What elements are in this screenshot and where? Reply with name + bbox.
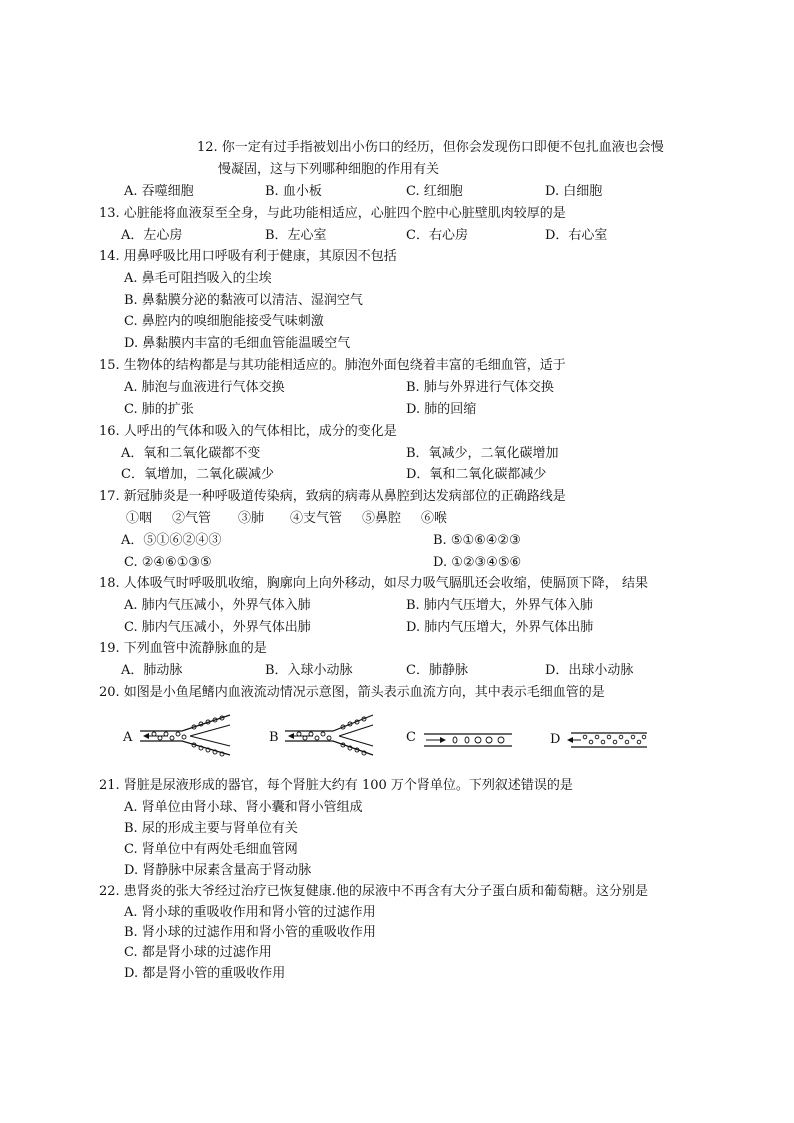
q13-option-d: D．右心室 bbox=[545, 228, 608, 243]
q20-figure-c-diagram bbox=[422, 732, 514, 748]
q14-option-c: C. 鼻腔内的嗅细胞能接受气味刺激 bbox=[124, 314, 324, 329]
q12-option-d: D. 白细胞 bbox=[545, 184, 603, 199]
q16-option-c: C．氧增加，二氧化碳减少 bbox=[121, 467, 274, 482]
q12-stem-line1: 12. 你一定有过手指被划出小伤口的经历，但你会发现伤口即便不包扎血液也会慢 bbox=[197, 140, 664, 155]
q18-option-a: A. 肺内气压减小，外界气体入肺 bbox=[124, 598, 311, 613]
q12-option-a: A. 吞噬细胞 bbox=[124, 184, 194, 199]
q21-option-d: D. 肾静脉中尿素含量高于肾动脉 bbox=[124, 863, 312, 878]
q21-option-a: A. 肾单位由肾小球、肾小囊和肾小管组成 bbox=[124, 800, 363, 815]
q17-item-3: ③肺 bbox=[238, 511, 265, 526]
q22-option-c: C. 都是肾小球的过滤作用 bbox=[124, 945, 272, 960]
q15-option-d: D. 肺的回缩 bbox=[406, 402, 477, 417]
q17-option-c: C. ②④⑥①③⑤ bbox=[124, 555, 212, 570]
q15-stem: 15. 生物体的结构都是与其功能相适应的。肺泡外面包绕着丰富的毛细血管，适于 bbox=[99, 358, 566, 373]
q18-option-c: C. 肺内气压减小，外界气体出肺 bbox=[124, 620, 311, 635]
q21-stem: 21. 肾脏是尿液形成的器官，每个肾脏大约有 100 万个肾单位。下列叙述错误的是 bbox=[99, 778, 573, 793]
q20-figure-label-b: B bbox=[269, 730, 279, 745]
q12-option-c: C. 红细胞 bbox=[406, 184, 463, 199]
q20-stem: 20. 如图是小鱼尾鳍内血液流动情况示意图，箭头表示血流方向，其中表示毛细血管的是 bbox=[99, 685, 605, 700]
q22-stem: 22. 患肾炎的张大爷经过治疗已恢复健康.他的尿液中不再含有大分子蛋白质和葡萄糖。这分别是 bbox=[99, 884, 648, 899]
q16-option-a: A．氧和二氧化碳都不变 bbox=[121, 446, 261, 461]
q17-item-4: ④支气管 bbox=[290, 511, 343, 526]
q16-option-b: B．氧减少，二氧化碳增加 bbox=[406, 446, 559, 461]
q14-option-d: D. 鼻黏膜内丰富的毛细血管能温暖空气 bbox=[124, 336, 351, 351]
q14-option-b: B. 鼻黏膜分泌的黏液可以清洁、湿润空气 bbox=[124, 293, 363, 308]
q17-item-6: ⑥喉 bbox=[421, 511, 448, 526]
q15-option-a: A. 肺泡与血液进行气体交换 bbox=[124, 380, 285, 395]
q17-item-2: ②气管 bbox=[172, 511, 212, 526]
q17-option-a: A．⑤①⑥②④③ bbox=[121, 533, 222, 548]
q19-option-a: A．肺动脉 bbox=[121, 663, 183, 678]
q20-figure-a-diagram bbox=[138, 712, 234, 758]
q14-option-a: A. 鼻毛可阻挡吸入的尘埃 bbox=[124, 271, 272, 286]
q13-option-b: B．左心室 bbox=[265, 228, 327, 243]
q15-option-b: B. 肺与外界进行气体交换 bbox=[406, 380, 554, 395]
q18-stem: 18. 人体吸气时呼吸肌收缩，胸廓向上向外移动，如尽力吸气膈肌还会收缩，使膈顶下降， 结果 bbox=[99, 576, 648, 591]
q15-option-c: C. 肺的扩张 bbox=[124, 402, 194, 417]
q14-stem: 14. 用鼻呼吸比用口呼吸有利于健康，其原因不包括 bbox=[99, 249, 397, 264]
q17-stem: 17. 新冠肺炎是一种呼吸道传染病，致病的病毒从鼻腔到达发病部位的正确路线是 bbox=[99, 489, 566, 504]
q21-option-b: B. 尿的形成主要与肾单位有关 bbox=[124, 821, 298, 836]
q21-option-c: C. 肾单位中有两处毛细血管网 bbox=[124, 842, 298, 857]
q17-item-5: ⑤鼻腔 bbox=[362, 511, 402, 526]
q12-option-b: B. 血小板 bbox=[265, 184, 322, 199]
q17-option-d: D. ①②③④⑤⑥ bbox=[433, 555, 522, 570]
q18-option-b: B. 肺内气压增大，外界气体入肺 bbox=[406, 598, 593, 613]
q19-stem: 19. 下列血管中流静脉血的是 bbox=[99, 641, 267, 656]
q20-figure-b-diagram bbox=[283, 712, 375, 758]
q20-figure-label-a: A bbox=[123, 730, 133, 745]
q18-option-d: D. 肺内气压增大，外界气体出肺 bbox=[406, 620, 594, 635]
q19-option-b: B．入球小动脉 bbox=[265, 663, 353, 678]
q20-figure-label-d: D bbox=[550, 732, 561, 747]
q20-figure-d-diagram bbox=[565, 730, 649, 750]
q17-option-b: B. ⑤①⑥④②③ bbox=[433, 533, 521, 548]
q19-option-c: C．肺静脉 bbox=[406, 663, 468, 678]
q22-option-a: A. 肾小球的重吸收作用和肾小管的过滤作用 bbox=[124, 905, 376, 920]
q22-option-d: D. 都是肾小管的重吸收作用 bbox=[124, 966, 286, 981]
q13-option-a: A．左心房 bbox=[121, 228, 183, 243]
q13-stem: 13. 心脏能将血液泵至全身，与此功能相适应，心脏四个腔中心脏壁肌肉较厚的是 bbox=[99, 206, 566, 221]
q19-option-d: D．出球小动脉 bbox=[545, 663, 634, 678]
q13-option-c: C．右心房 bbox=[406, 228, 468, 243]
q20-figure-label-c: C bbox=[406, 730, 416, 745]
q12-stem-line2: 慢凝固，这与下列哪种细胞的作用有关 bbox=[218, 162, 440, 177]
q16-stem: 16. 人呼出的气体和吸入的气体相比，成分的变化是 bbox=[99, 424, 397, 439]
q16-option-d: D．氧和二氧化碳都减少 bbox=[406, 467, 547, 482]
q22-option-b: B. 肾小球的过滤作用和肾小管的重吸收作用 bbox=[124, 925, 376, 940]
q17-item-1: ①咽 bbox=[126, 511, 153, 526]
